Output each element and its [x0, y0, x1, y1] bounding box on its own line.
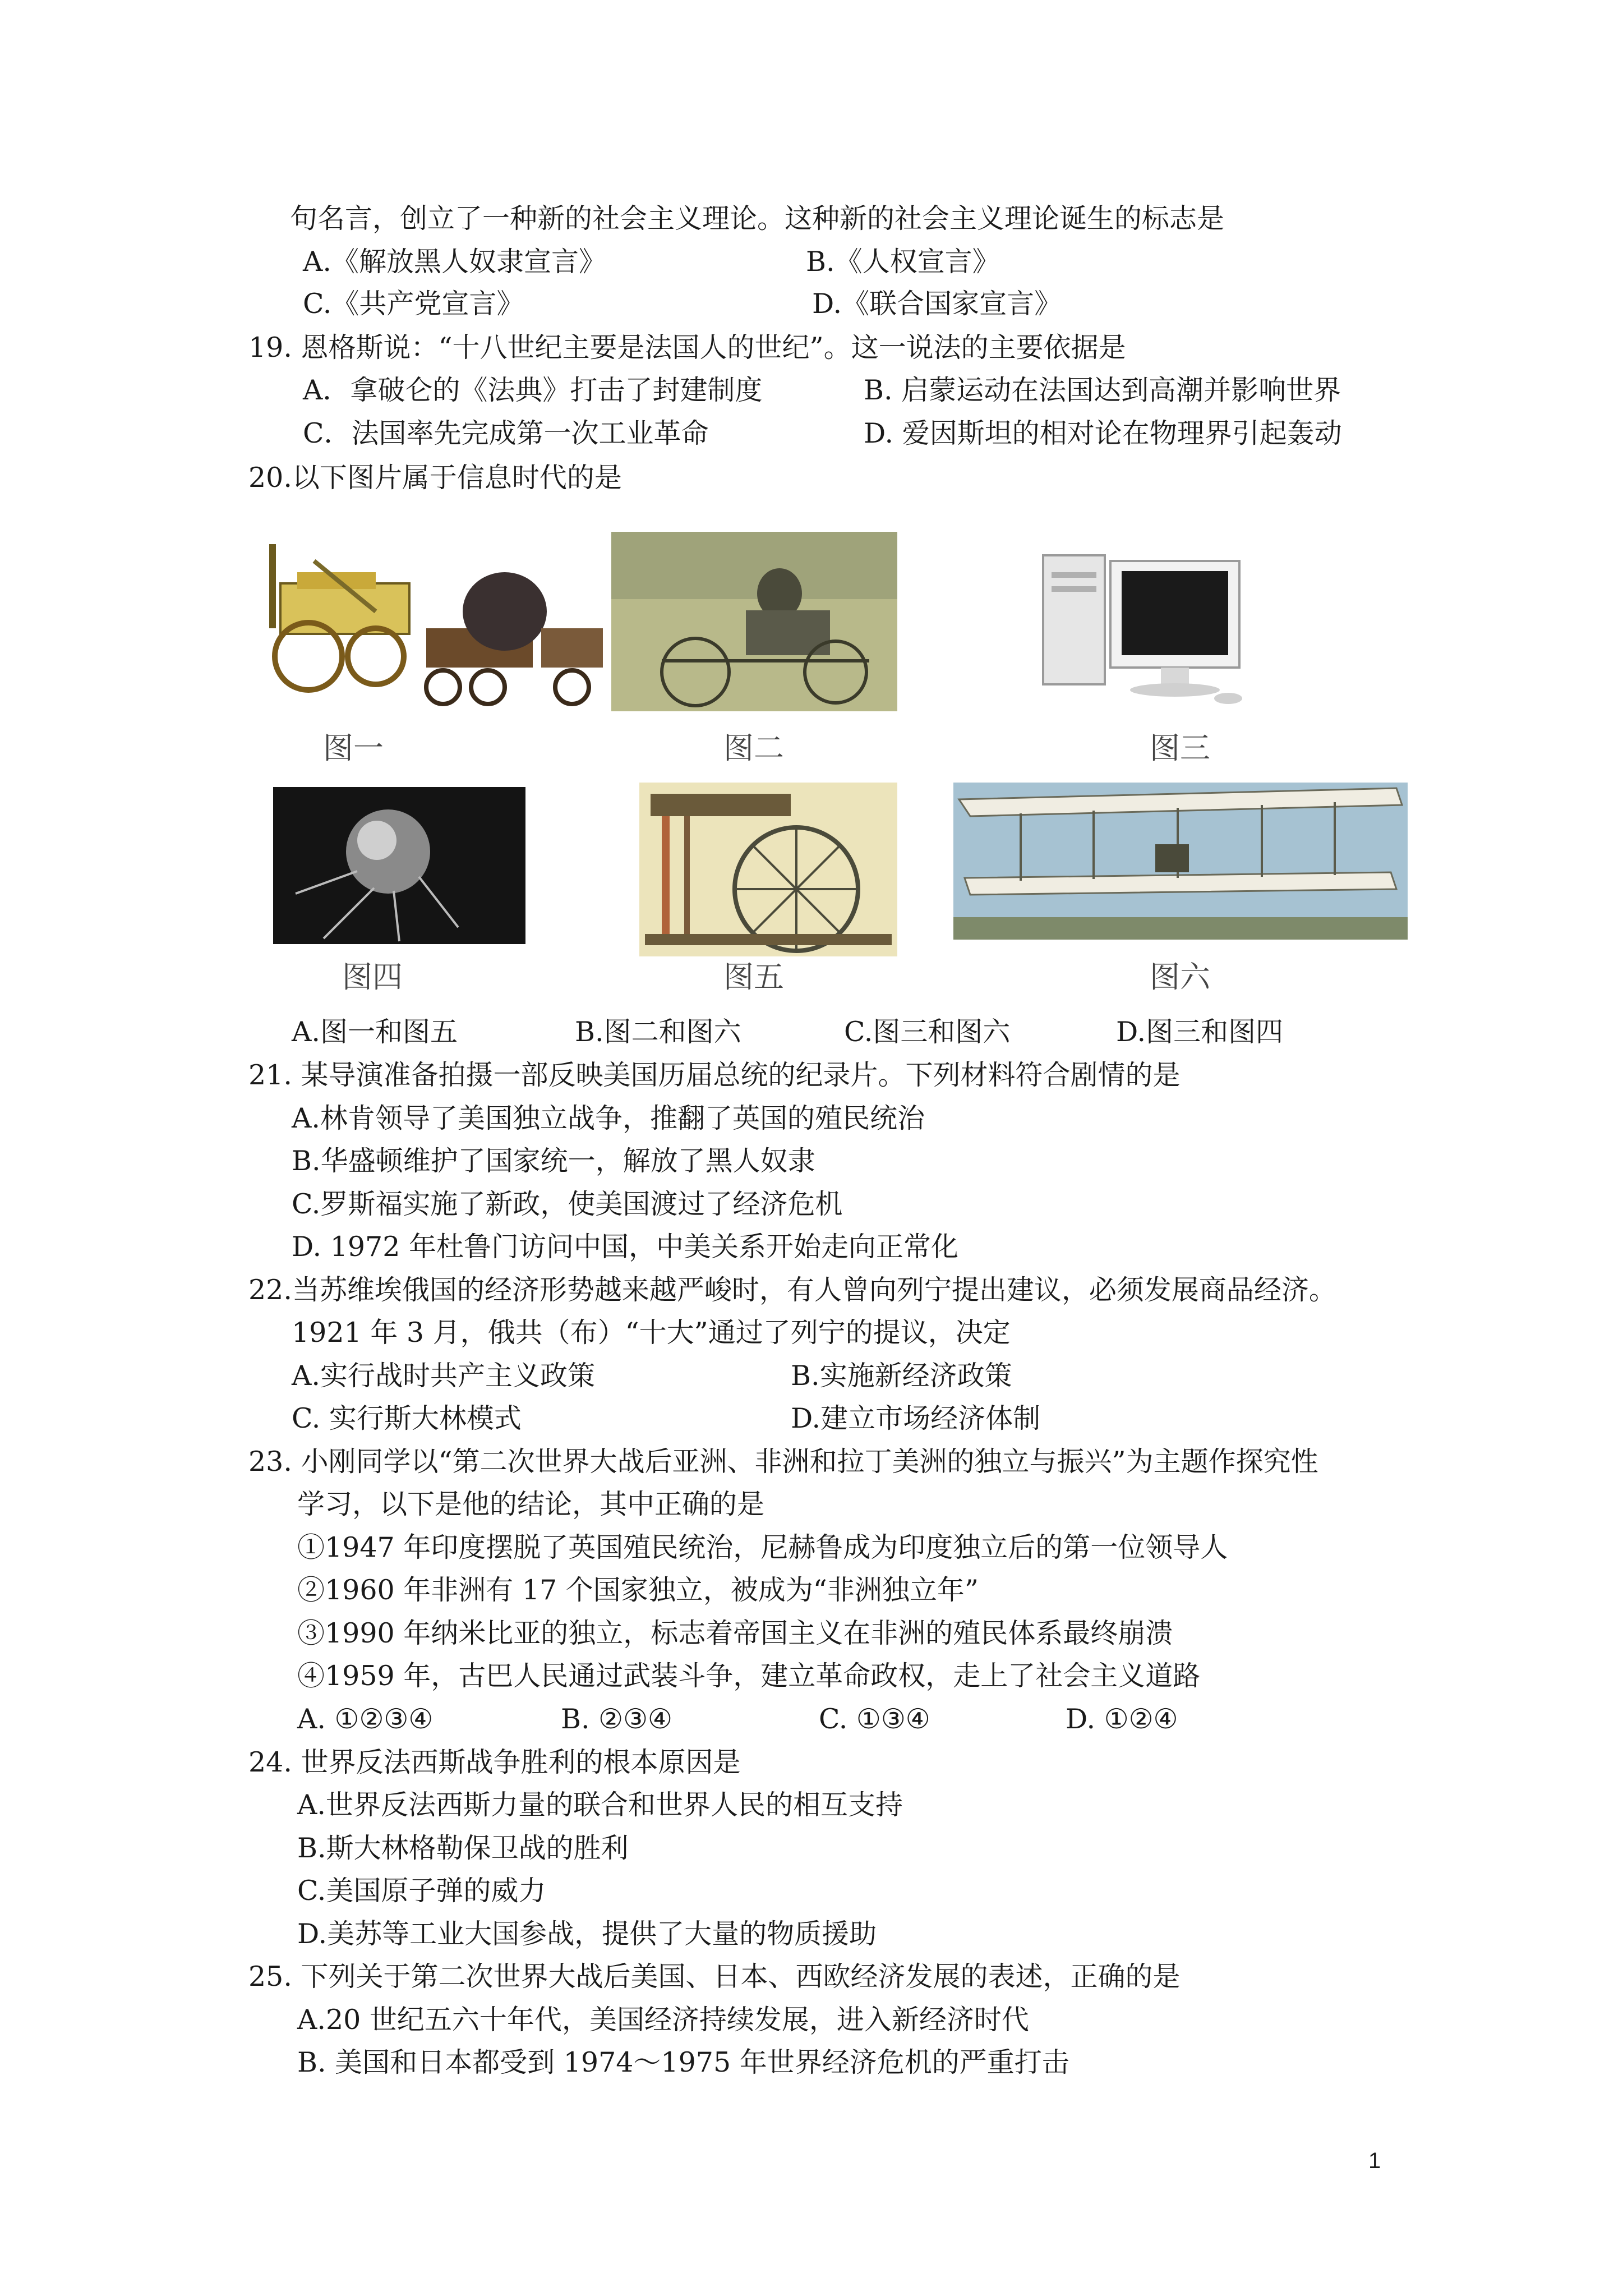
- q20-option-b: B.图二和图六: [575, 1016, 741, 1048]
- figure-3-caption: 图三: [1150, 730, 1210, 766]
- q23-stem: 23. 小刚同学以“第二次世界大战后亚洲、非洲和拉丁美洲的独立与振兴”为主题作探究性: [248, 1446, 1318, 1478]
- q23-item-1: ①1947 年印度摆脱了英国殖民统治，尼赫鲁成为印度独立后的第一位领导人: [297, 1531, 1228, 1563]
- q21-stem: 21. 某导演准备拍摄一部反映美国历届总统的纪录片。下列材料符合剧情的是: [248, 1059, 1181, 1091]
- spinning-machine-picture: [639, 783, 897, 956]
- q23-item-4: ④1959 年，古巴人民通过武装斗争，建立革命政权，走上了社会主义道路: [297, 1660, 1201, 1692]
- q18-option-c: C.《共产党宣言》: [303, 288, 524, 320]
- q19-option-b: B. 启蒙运动在法国达到高潮并影响世界: [864, 374, 1341, 406]
- computer-picture: [1038, 550, 1251, 707]
- figure-4-caption: 图四: [342, 959, 403, 995]
- q24-option-d: D.美苏等工业大国参战，提供了大量的物质援助: [297, 1918, 877, 1950]
- q18-option-d: D.《联合国家宣言》: [812, 288, 1062, 320]
- q18-option-b: B.《人权宣言》: [806, 246, 1000, 278]
- q18-stem-continuation: 句名言，创立了一种新的社会主义理论。这种新的社会主义理论诞生的标志是: [290, 203, 1225, 234]
- page-number: 1: [1368, 2148, 1381, 2173]
- q24-option-b: B.斯大林格勒保卫战的胜利: [297, 1832, 629, 1864]
- q20-option-c: C.图三和图六: [844, 1016, 1011, 1048]
- q22-option-d: D.建立市场经济体制: [791, 1402, 1041, 1434]
- q22-option-b: B.实施新经济政策: [791, 1360, 1012, 1392]
- q23-item-2: ②1960 年非洲有 17 个国家独立，被成为“非洲独立年”: [297, 1574, 979, 1606]
- q19-option-c: C．法国率先完成第一次工业革命: [303, 417, 709, 449]
- q25-option-b: B. 美国和日本都受到 1974～1975 年世界经济危机的严重打击: [297, 2046, 1069, 2078]
- q23-stem-line2: 学习，以下是他的结论，其中正确的是: [297, 1488, 765, 1520]
- q24-option-c: C.美国原子弹的威力: [297, 1875, 546, 1907]
- figure-2-caption: 图二: [723, 730, 784, 766]
- satellite-picture: [273, 787, 525, 944]
- figure-5-caption: 图五: [723, 959, 784, 995]
- q25-option-a: A.20 世纪五六十年代，美国经济持续发展，进入新经济时代: [297, 2004, 1029, 2036]
- q22-stem: 22.当苏维埃俄国的经济形势越来越严峻时，有人曾向列宁提出建议，必须发展商品经济。: [248, 1274, 1336, 1306]
- q22-option-a: A.实行战时共产主义政策: [292, 1360, 595, 1392]
- q20-option-d: D.图三和图四: [1116, 1016, 1284, 1048]
- q21-option-d: D. 1972 年杜鲁门访问中国，中美关系开始走向正常化: [292, 1231, 958, 1263]
- q18-option-a: A.《解放黑人奴隶宣言》: [303, 246, 606, 278]
- q19-stem: 19. 恩格斯说：“十八世纪主要是法国人的世纪”。这一说法的主要依据是: [248, 332, 1126, 364]
- q21-option-c: C.罗斯福实施了新政，使美国渡过了经济危机: [292, 1188, 843, 1220]
- q23-option-a: A. ①②③④: [297, 1703, 434, 1735]
- q23-item-3: ③1990 年纳米比亚的独立，标志着帝国主义在非洲的殖民体系最终崩溃: [297, 1617, 1173, 1649]
- q25-stem: 25. 下列关于第二次世界大战后美国、日本、西欧经济发展的表述，正确的是: [248, 1961, 1181, 1993]
- q21-option-a: A.林肯领导了美国独立战争，推翻了英国的殖民统治: [292, 1102, 925, 1134]
- q20-stem: 20.以下图片属于信息时代的是: [248, 462, 622, 494]
- q20-option-a: A.图一和图五: [292, 1016, 458, 1048]
- early-automobile-picture: [611, 532, 897, 711]
- q24-stem: 24. 世界反法西斯战争胜利的根本原因是: [248, 1746, 741, 1778]
- q24-option-a: A.世界反法西斯力量的联合和世界人民的相互支持: [297, 1789, 903, 1821]
- q23-option-c: C. ①③④: [819, 1703, 930, 1735]
- locomotive-picture: [247, 522, 606, 718]
- q22-option-c: C. 实行斯大林模式: [292, 1402, 522, 1434]
- q21-option-b: B.华盛顿维护了国家统一，解放了黑人奴隶: [292, 1145, 815, 1177]
- q22-stem-line2: 1921 年 3 月，俄共（布）“十大”通过了列宁的提议，决定: [292, 1317, 1011, 1349]
- q19-option-a: A．拿破仑的《法典》打击了封建制度: [303, 374, 763, 406]
- figure-6-caption: 图六: [1150, 959, 1210, 995]
- figure-1-caption: 图一: [323, 730, 384, 766]
- q23-option-d: D. ①②④: [1066, 1703, 1178, 1735]
- q19-option-d: D. 爱因斯坦的相对论在物理界引起轰动: [864, 417, 1342, 449]
- biplane-picture: [953, 783, 1408, 940]
- q23-option-b: B. ②③④: [561, 1703, 672, 1735]
